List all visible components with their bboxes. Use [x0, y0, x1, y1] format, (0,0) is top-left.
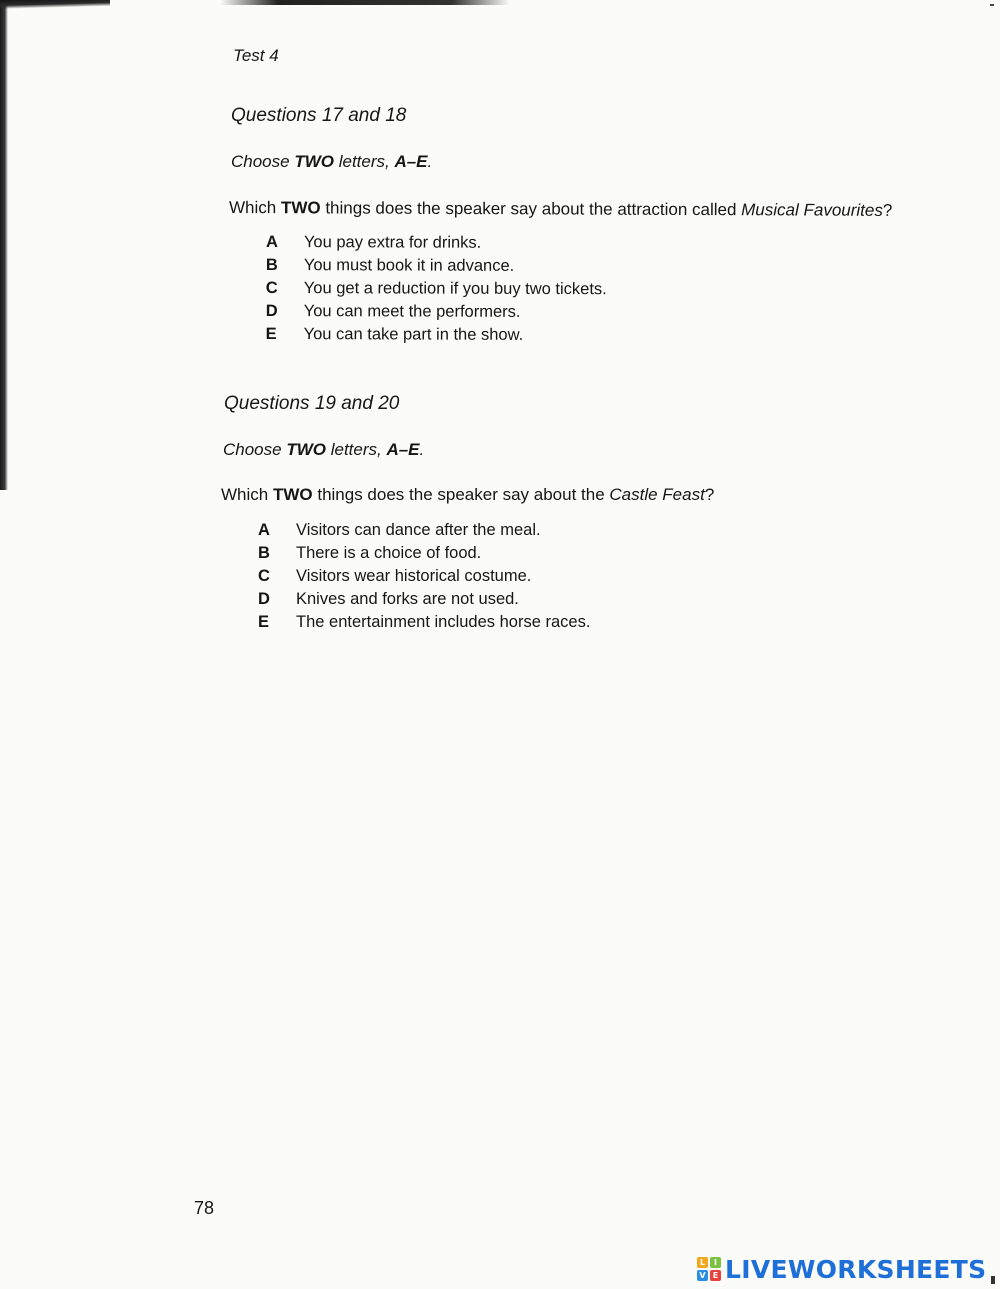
option-text: You can take part in the show. [303, 325, 524, 344]
question-suffix: ? [704, 485, 715, 504]
option-text: Visitors can dance after the meal. [296, 521, 541, 539]
option-item[interactable] [266, 231, 607, 255]
option-text: You pay extra for drinks. [303, 233, 482, 252]
scan-edge-top [220, 0, 510, 5]
option-text: Knives and forks are not used. [296, 590, 519, 608]
option-letter: E [258, 613, 270, 631]
scan-edge-left [0, 0, 8, 490]
logo-text: LIVEWORKSHEETS [725, 1254, 987, 1284]
scan-mark-bottom-right [991, 1276, 995, 1284]
logo-mark-letter: L [697, 1257, 708, 1268]
option-letter: B [258, 544, 270, 562]
instruction-range: A–E [386, 440, 420, 459]
option-letter: A [265, 232, 278, 252]
logo-mark-letter: E [710, 1270, 721, 1281]
instruction-prefix: Choose [223, 440, 287, 459]
option-letter: D [258, 590, 270, 608]
option-item[interactable] [258, 519, 590, 542]
questions-19-20-options [258, 519, 590, 634]
question-middle: things does the speaker say about the attraction called [320, 198, 742, 220]
question-title: Castle Feast [609, 485, 705, 504]
option-text: You get a reduction if you buy two tickets. [303, 279, 607, 299]
logo-mark-letter: I [710, 1257, 721, 1268]
option-text: You must book it in advance. [303, 256, 515, 275]
instruction-emphasis: TWO [286, 440, 326, 459]
questions-19-20-question [221, 485, 714, 505]
option-item[interactable] [266, 254, 607, 278]
scan-edge-top-left [0, 0, 110, 9]
option-letter: A [258, 521, 270, 539]
questions-17-18-question [229, 198, 892, 221]
question-emphasis: TWO [280, 198, 321, 218]
option-text: Visitors wear historical costume. [296, 567, 532, 585]
instruction-emphasis: TWO [294, 152, 334, 171]
page-number: 78 [194, 1198, 215, 1218]
option-item[interactable] [266, 300, 607, 324]
option-item[interactable] [258, 611, 590, 634]
scan-mark-top-right [990, 4, 994, 6]
instruction-prefix: Choose [231, 152, 295, 171]
question-suffix: ? [882, 200, 893, 220]
questions-17-18-heading: Questions 17 and 18 [231, 105, 407, 126]
option-text: There is a choice of food. [296, 544, 482, 562]
option-text: The entertainment includes horse races. [296, 613, 591, 631]
option-letter: B [265, 255, 278, 275]
question-prefix: Which [221, 485, 273, 504]
instruction-suffix: . [427, 152, 433, 171]
question-title: Musical Favourites [741, 200, 883, 220]
option-item[interactable] [266, 277, 607, 301]
option-letter: E [265, 324, 277, 344]
option-letter: C [265, 278, 278, 298]
test-label: Test 4 [233, 46, 279, 65]
option-letter: C [258, 567, 270, 585]
questions-17-18-options [266, 231, 607, 347]
questions-19-20-instruction [223, 440, 424, 460]
question-emphasis: TWO [272, 485, 313, 504]
logo-mark-icon [697, 1257, 721, 1281]
option-letter: D [265, 301, 278, 321]
logo-mark-letter: V [697, 1270, 708, 1281]
option-item[interactable] [258, 588, 590, 611]
option-text: You can meet the performers. [303, 302, 521, 321]
question-middle: things does the speaker say about the [312, 485, 610, 504]
instruction-middle: letters, [325, 440, 387, 459]
question-prefix: Which [228, 198, 282, 218]
instruction-middle: letters, [333, 152, 395, 171]
liveworksheets-logo[interactable] [697, 1252, 986, 1286]
option-item[interactable] [266, 323, 607, 347]
instruction-range: A–E [394, 152, 428, 171]
instruction-suffix: . [419, 440, 425, 459]
questions-19-20-heading: Questions 19 and 20 [224, 393, 400, 414]
option-item[interactable] [258, 565, 590, 588]
questions-17-18-instruction [231, 152, 432, 172]
option-item[interactable] [258, 542, 590, 565]
